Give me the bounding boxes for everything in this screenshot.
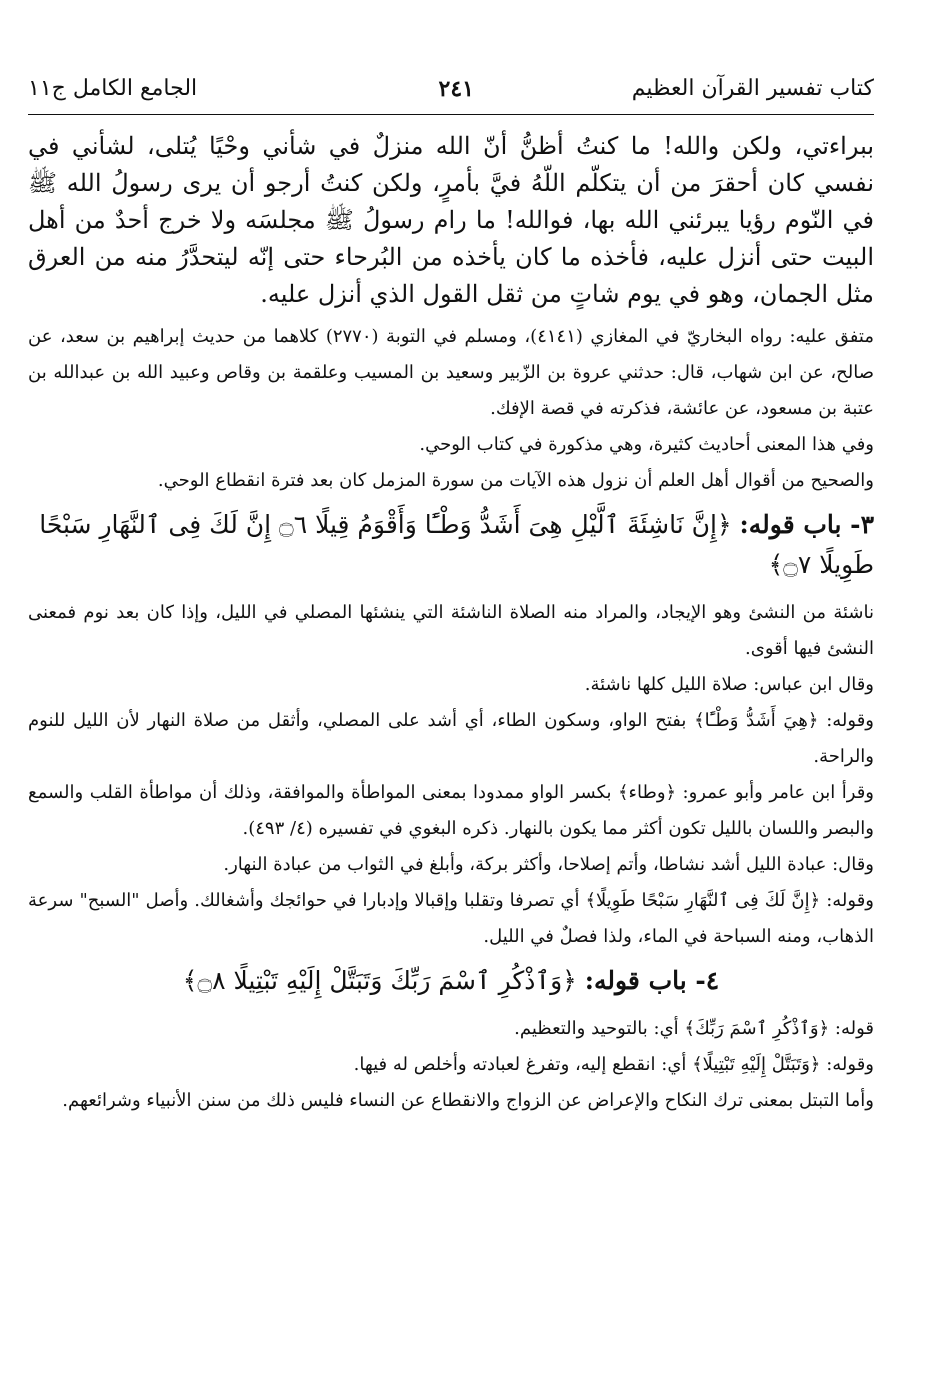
body-paragraph: وقال ابن عباس: صلاة الليل كلها ناشئة. [584, 674, 874, 695]
body-paragraph: وقرأ ابن عامر وأبو عمرو: ﴿وطاء﴾ بكسر الواو ممدودا بمعنى المواطأة والموافقة، وذلك أن مواطأة القلب والسمع والبصر واللسان بالليل تكون أكثر مما يكون بالنهار. ذكره البغوي في تفسيره (٤/ ٤٩٣). [28, 782, 874, 839]
volume-title: الجامع الكامل ج١١ [28, 76, 198, 101]
body-paragraph: وقوله: ﴿هِيَ أَشَدُّ وَطْـًٔا﴾ بفتح الواو، وسكون الطاء، أي أشد على المصلي، وأثقل من صلاة النهار لأن الليل للنوم والراحة. [28, 710, 874, 767]
body-paragraph: وفي هذا المعنى أحاديث كثيرة، وهي مذكورة في كتاب الوحي. [419, 434, 874, 455]
section-heading-3 [28, 505, 874, 585]
book-title: كتاب تفسير القرآن العظيم [631, 76, 874, 101]
quran-verse: ﴿إِنَّ نَاشِئَةَ ٱلَّيْلِ هِىَ أَشَدُّ وَطْـًٔا وَأَقْوَمُ قِيلًا ۝٦ إِنَّ لَكَ فِى ٱلنَّهَارِ سَبْحًا طَوِيلًا ۝٧﴾ [39, 510, 874, 579]
section-label: ٤- باب قوله: [584, 966, 720, 995]
body-paragraph: قوله: ﴿وَٱذْكُرِ ٱسْمَ رَبِّكَ﴾ أي: بالتوحيد والتعظيم. [514, 1018, 874, 1039]
body-paragraph: وقوله: ﴿إِنَّ لَكَ فِى ٱلنَّهَارِ سَبْحًا طَوِيلًا﴾ أي تصرفا وتقلبا وإقبالا وإدبارا في حوائجك وأشغالك. وأصل "السبح" سرعة الذهاب، ومنه السباحة في الماء، ولذا فصلٌ في الليل. [28, 890, 874, 947]
section-label: ٣- باب قوله: [739, 510, 874, 539]
page-header [28, 76, 874, 106]
body-paragraph: ناشئة من النشئ وهو الإيجاد، والمراد منه الصلاة الناشئة التي ينشئها المصلي في الليل، وإذا كان بعد نوم فمعنى النشئ فيها أقوى. [28, 602, 874, 659]
body-paragraph: وقوله: ﴿وَتَبَتَّلْ إِلَيْهِ تَبْتِيلًا﴾ أي: انقطع إليه، وتفرغ لعبادته وأخلص له فيها. [353, 1054, 874, 1075]
hadith-reference: متفق عليه: رواه البخاريّ في المغازي (٤١٤١)، ومسلم في التوبة (٢٧٧٠) كلاهما من حديث إبراهيم بن سعد، عن صالح، عن ابن شهاب، قال: حدثني عروة بن الزّبير وسعيد بن المسيب وعلقمة بن وقاص وعبيد الله بن عبدالله بن عتبة بن مسعود، عن عائشة، فذكرته في قصة الإفك. [28, 326, 874, 419]
body-paragraph: والصحيح من أقوال أهل العلم أن نزول هذه الآيات من سورة المزمل كان بعد فترة انقطاع الوحي. [157, 470, 874, 491]
section-heading-4 [28, 961, 874, 1001]
body-paragraph: ببراءتي، ولكن والله! ما كنتُ أظنُّ أنّ الله منزلٌ في شأني وحْيًا يُتلى، لشأني في نفسي كان أحقرَ من أن يتكلّم اللّهُ فيَّ بأمرٍ، ولكن كنتُ أرجو أن يرى رسولُ الله ﷺ في النّوم رؤيا يبرئني الله بها، فوالله! ما رام رسولُ ﷺ مجلسَه ولا خرج أحدٌ من أهل البيت حتى أنزل عليه، فأخذه ما كان يأخذه من البُرحاء حتى إنّه ليتحدَّرُ منه من العرق مثل الجمان، وهو في يوم شاتٍ من ثقل القول الذي أنزل عليه. [28, 132, 874, 308]
header-divider [28, 114, 874, 115]
quran-verse: ﴿وَٱذْكُرِ ٱسْمَ رَبِّكَ وَتَبَتَّلْ إِلَيْهِ تَبْتِيلًا ۝٨﴾ [182, 966, 577, 995]
page-number: ٢٤١ [438, 76, 474, 102]
body-paragraph: وقال: عبادة الليل أشد نشاطا، وأتم إصلاحا، وأكثر بركة، وأبلغ في الثواب من عبادة النهار. [223, 854, 874, 875]
body-paragraph: وأما التبتل بمعنى ترك النكاح والإعراض عن الزواج والانقطاع عن النساء فليس ذلك من سنن الأنبياء وشرائعهم. [62, 1090, 874, 1111]
page-body [28, 128, 874, 1119]
